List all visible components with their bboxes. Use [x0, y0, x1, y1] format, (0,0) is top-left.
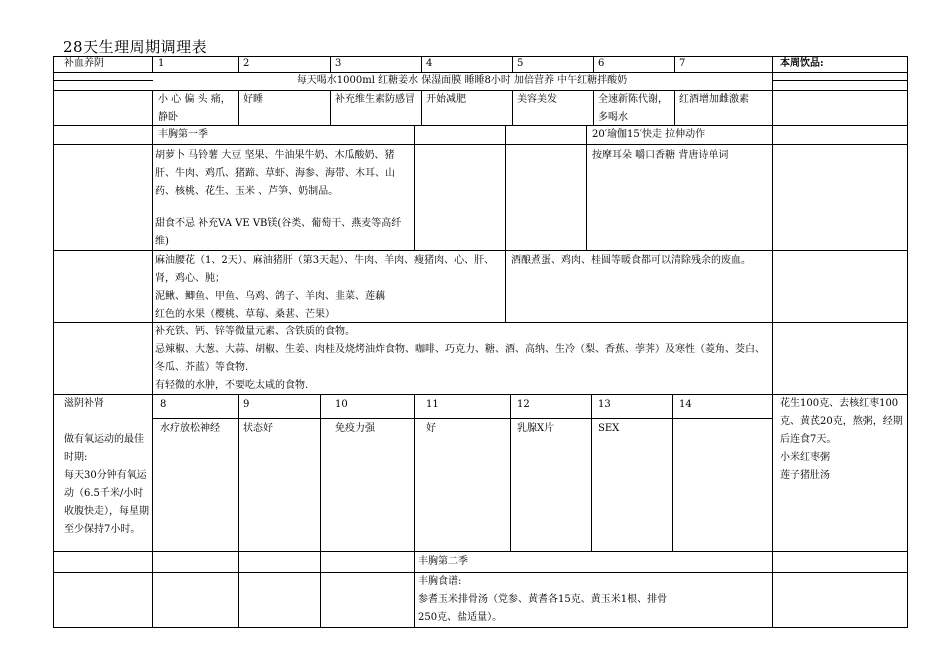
day-5: 5	[517, 58, 524, 69]
recipe-2: 小米红枣粥	[780, 452, 830, 463]
rule-c4c	[414, 125, 415, 250]
rule-c7a	[674, 56, 675, 72]
rule-c5d	[510, 394, 511, 551]
day-4: 4	[426, 58, 433, 69]
yoga-label: 20′瑜伽15′快走 拉伸动作	[592, 129, 706, 140]
day-note-13: SEX	[598, 423, 620, 434]
rule-box-left	[53, 80, 153, 81]
rule-c4a	[421, 56, 422, 72]
day-12: 12	[517, 399, 530, 410]
period-fruit: 红色的水果（樱桃、草莓、桑葚、芒果）	[155, 309, 335, 320]
day-note-12: 乳腺X片	[517, 423, 555, 434]
rule-c7c	[672, 394, 673, 551]
day-note-6: 全速新陈代谢，多喝水	[598, 94, 668, 123]
supplement-note: 补充铁、钙、锌等微量元素、含铁质的食物。	[155, 326, 355, 337]
day-note-5: 美容美发	[517, 94, 557, 105]
day-1: 1	[158, 58, 165, 69]
day-note-2: 好睡	[243, 94, 263, 105]
food-list: 胡萝卜 马铃薯 大豆 坚果、牛油果牛奶、木瓜酸奶、猪肝、牛肉、鸡爪、猪蹄、草虾、海参、海带、木耳、山药、核桃、花生、玉米 、芦笋、奶制品。	[155, 150, 395, 197]
rule-c4d	[414, 394, 415, 627]
rule-c6b	[593, 90, 594, 125]
day-note-11: 好	[426, 423, 436, 434]
wine-egg-note: 酒酿煮蛋、鸡肉、桂圆等暖食都可以清除残余的废血。	[511, 255, 751, 266]
day-8: 8	[160, 399, 167, 410]
breast-recipe: 参耆玉米排骨汤（党参、黄耆各15克、黄玉米1根、排骨250克、盐适量）。	[418, 594, 668, 623]
day-note-1: 小 心 偏 头 痛，静卧	[158, 94, 231, 123]
rule-c6d	[591, 394, 592, 551]
rule-c1c	[152, 394, 153, 627]
section-label-week2: 滋阴补肾	[64, 398, 104, 409]
rule-c3c	[320, 394, 321, 627]
sweet-note: 甜食不忌 补充VA VE VB镁(谷类、葡萄干、燕麦等高纤维)	[155, 218, 402, 247]
rule-c5c	[505, 125, 506, 322]
rule-left	[53, 56, 54, 627]
rule-bottom	[53, 627, 908, 628]
massage-note: 按摩耳朵 嚼口香糖 背唐诗单词	[592, 150, 729, 161]
day-3: 3	[335, 58, 342, 69]
rule-season	[53, 144, 908, 145]
day-note-10: 免疫力强	[335, 423, 375, 434]
rule-c1a	[152, 56, 153, 72]
day-note-9: 状态好	[243, 423, 273, 434]
day-11: 11	[426, 399, 439, 410]
day-7: 7	[679, 58, 686, 69]
rule-c2c	[238, 394, 239, 627]
day-9: 9	[243, 399, 250, 410]
breast-recipe-title: 丰胸食谱:	[418, 576, 462, 587]
rule-c2b	[238, 90, 239, 125]
day-14: 14	[679, 399, 692, 410]
exercise-title: 做有氧运动的最佳时期:	[64, 434, 144, 463]
recipe-note: 花生100克、去核红枣100克、黄芪20克，熬粥，经期后连食7天。	[780, 398, 903, 445]
rule-c3b	[330, 90, 331, 125]
day-10: 10	[335, 399, 348, 410]
weekly-drink-label: 本周饮品:	[780, 58, 824, 69]
page-title: 28天生理周期调理表	[63, 38, 208, 56]
rule-c6a	[593, 56, 594, 72]
rule-c7b	[674, 90, 675, 125]
rule-days2	[152, 418, 772, 419]
edema-note: 有轻微的水肿，不要吃太咸的食物.	[155, 380, 309, 391]
breast-season-2: 丰胸第二季	[418, 556, 468, 567]
period-food: 麻油腰花（1、2天）、麻油猪肝（第3天起）、牛肉、羊肉、瘦猪肉、心、肝、肾，鸡心、肫；	[155, 255, 495, 284]
rule-c1b	[152, 90, 153, 394]
rule-right	[907, 56, 908, 627]
rule-c2a	[238, 56, 239, 72]
day-13: 13	[598, 399, 611, 410]
rule-c8	[772, 56, 773, 627]
period-food-2: 泥鳅、鲫鱼、甲鱼、乌鸡、鸽子、羊肉、韭菜、莲藕	[155, 291, 385, 302]
day-note-8: 水疗放松神经	[160, 423, 220, 434]
day-6: 6	[598, 58, 605, 69]
day-note-4: 开始减肥	[426, 94, 466, 105]
daily-tips: 每天喝水1000ml 红糖姜水 保湿面膜 睡睡8小时 加倍营养 中午红糖拌酸奶	[296, 75, 628, 86]
rule-c5b	[512, 90, 513, 125]
section-label-week1: 补血养阴	[64, 58, 104, 69]
exercise-note: 每天30分钟有氧运动（6.5千米/小时收腹快走），每星期至少保持7小时。	[64, 470, 149, 535]
breast-season-1: 丰胸第一季	[158, 129, 208, 140]
day-note-3: 补充维生素防感冒	[335, 94, 415, 105]
avoid-note: 忌辣椒、大葱、大蒜、胡椒、生姜、肉桂及烧烤油炸食物、咖啡、巧克力、糖、酒、高纳、生冷（梨、香蕉、荸荠）及寒性（菱角、茭白、冬瓜、芥蓝）等食物.	[155, 344, 765, 373]
day-2: 2	[243, 58, 250, 69]
rule-week2	[53, 551, 908, 552]
day-note-7: 红酒增加雌激素	[679, 94, 749, 105]
rule-season2	[53, 572, 908, 573]
rule-box-right	[772, 80, 908, 81]
rule-c6c	[586, 125, 587, 250]
rule-c5a	[512, 56, 513, 72]
recipe-3: 莲子猪肚汤	[780, 470, 830, 481]
rule-c4b	[421, 90, 422, 125]
rule-c3a	[330, 56, 331, 72]
